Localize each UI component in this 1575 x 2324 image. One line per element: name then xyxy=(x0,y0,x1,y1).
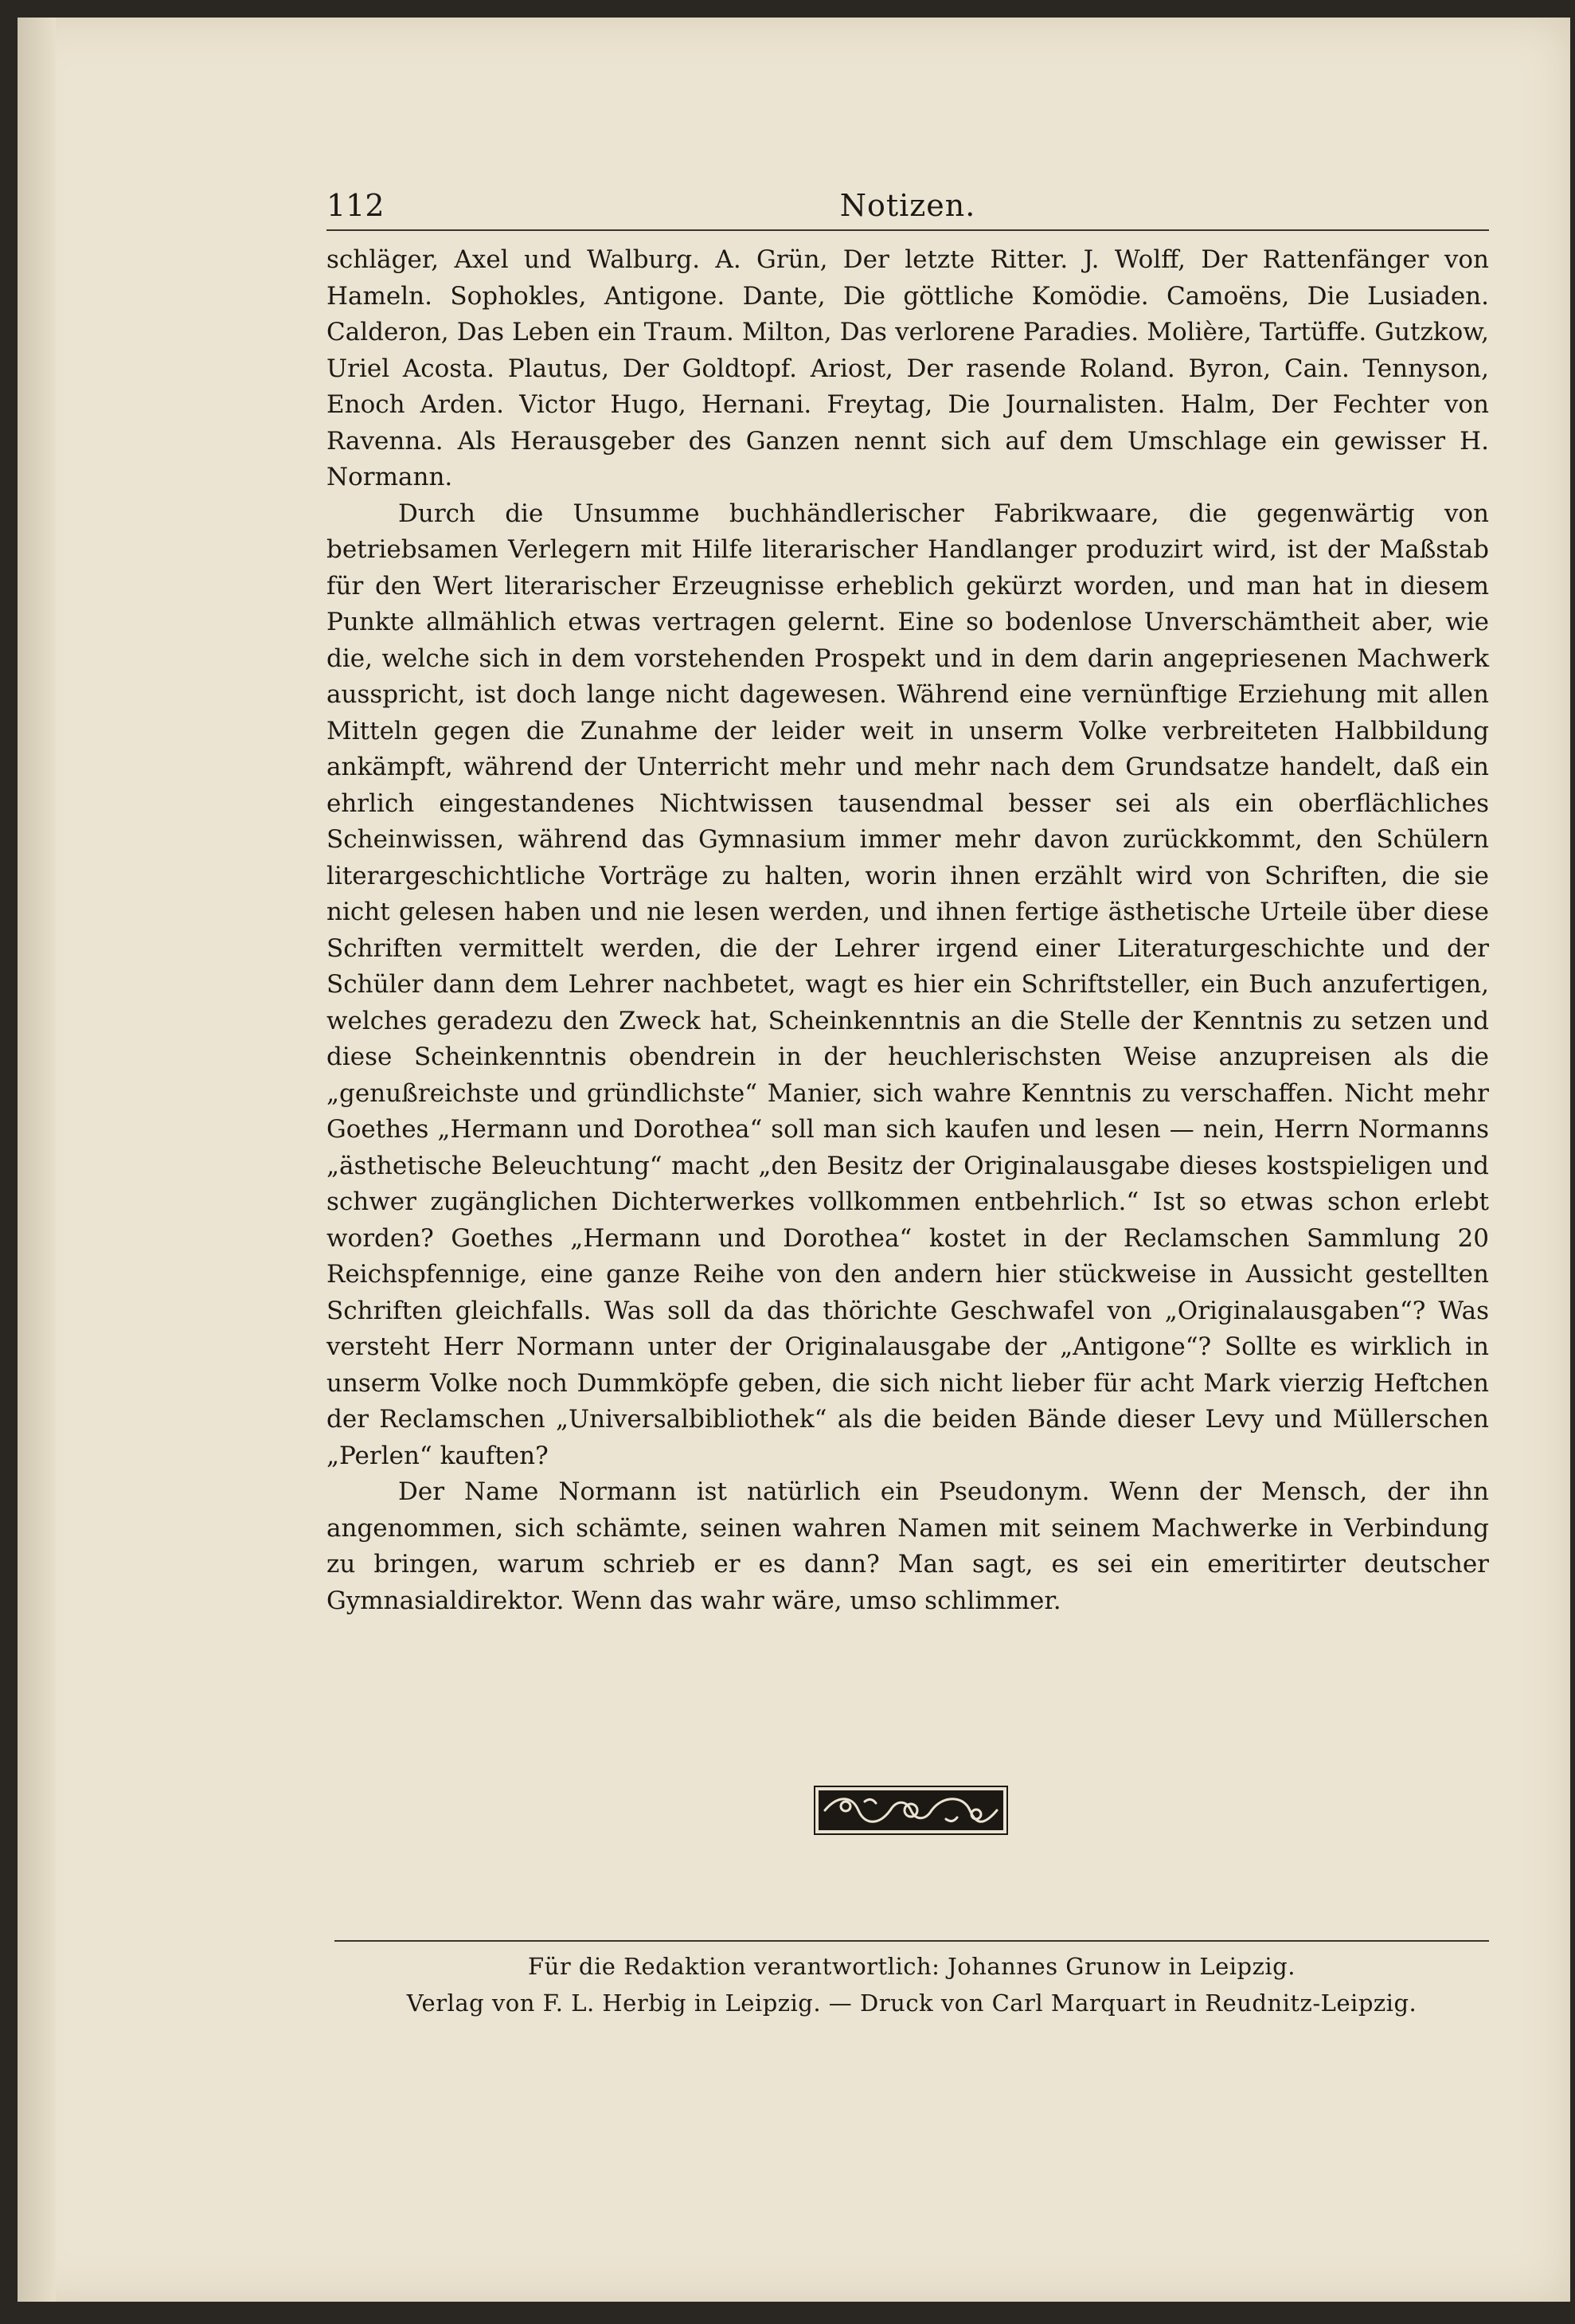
floral-vignette-icon xyxy=(814,1786,1008,1835)
page-content xyxy=(326,183,1489,1619)
paragraph-3: Der Name Normann ist natürlich ein Pseudonym. Wenn der Mensch, der ihn angenommen, sich schämte, seinen wahren Namen mit seinem Machwerke in Verbindung zu bringen, warum schrieb er es dann? Man sagt, es sei ein emeritirter deutscher Gymnasialdirektor. Wenn das wahr wäre, umso schlimmer. xyxy=(326,1477,1489,1615)
publisher-imprint: Verlag von F. L. Herbig in Leipzig. — Druck von Carl Marquart in Reudnitz-Leipzig. xyxy=(406,1989,1417,2017)
page-number: 112 xyxy=(326,188,385,223)
editor-imprint: Für die Redaktion verantwortlich: Johannes Grunow in Leipzig. xyxy=(528,1953,1296,1980)
paragraph-1: schläger, Axel und Walburg. A. Grün, Der letzte Ritter. J. Wolff, Der Rattenfänger von Hameln. Sophokles, Antigone. Dante, Die göttliche Komödie. Camoëns, Die Lusiaden. Calderon, Das Leben ein Traum. Milton, Das verlorene Paradies. Molière, Tartüffe. Gutzkow, Uriel Acosta. Plautus, Der Goldtopf. Ariost, Der rasende Roland. Byron, Cain. Tennyson, Enoch Arden. Victor Hugo, Hernani. Freytag, Die Journalisten. Halm, Der Fechter von Ravenna. Als Herausgeber des Ganzen nennt sich auf dem Umschlage ein gewisser H. Normann. xyxy=(326,245,1489,491)
footer-rule xyxy=(334,1940,1489,1942)
paragraph-2: Durch die Unsumme buchhändlerischer Fabrikwaare, die gegenwärtig von betriebsamen Verlegern mit Hilfe literarischer Handlanger produzirt wird, ist der Maßstab für den Wert literarischer Erzeugnisse erheblich gekürzt worden, und man hat in diesem Punkte allmählich etwas vertragen gelernt. Eine so bodenlose Unverschämtheit aber, wie die, welche sich in dem vorstehenden Prospekt und in dem darin angepriesenen Machwerk ausspricht, ist doch lange nicht dagewesen. Während eine vernünftige Erziehung mit allen Mitteln gegen die Zunahme der leider weit in unserm Volke verbreiteten Halbbildung ankämpft, während der Unterricht mehr und mehr nach dem Grundsatze handelt, daß ein ehrlich eingestandenes Nichtwissen tausendmal besser sei als ein oberflächliches Scheinwissen, während das Gymnasium immer mehr davon zurückkommt, den Schülern literargeschichtliche Vorträge zu halten, worin ihnen erzählt wird von Schriften, die sie nicht gelesen haben und nie lesen werden, und ihnen fertige ästhetische Urteile über diese Schriften vermittelt werden, die der Lehrer irgend einer Literaturgeschichte und der Schüler dann dem Lehrer nachbetet, wagt es hier ein Schriftsteller, ein Buch anzufertigen, welches geradezu den Zweck hat, Scheinkenntnis an die Stelle der Kenntnis zu setzen und diese Scheinkenntnis obendrein in der heuchlerischsten Weise anzupreisen als die „genußreichste und gründlichste“ Manier, sich wahre Kenntnis zu verschaffen. Nicht mehr Goethes „Hermann und Dorothea“ soll man sich kaufen und lesen — nein, Herrn Normanns „ästhetische Beleuchtung“ macht „den Besitz der Originalausgabe dieses kostspieligen und schwer zugänglichen Dichterwerkes vollkommen entbehrlich.“ Ist so etwas schon erlebt worden? Goethes „Hermann und Dorothea“ kostet in der Reclamschen Sammlung 20 Reichspfennige, eine ganze Reihe von den andern hier stückweise in Aussicht gestellten Schriften gleichfalls. Was soll da das thörichte Geschwafel von „Originalausgaben“? Was versteht Herr Normann unter der Originalausgabe der „Antigone“? Sollte es wirklich in unserm Volke noch Dummköpfe geben, die sich nicht lieber für acht Mark vierzig Heftchen der Reclamschen „Universalbibliothek“ als die beiden Bände dieser Levy und Müllerschen „Perlen“ kauften? xyxy=(326,499,1489,1470)
article-body xyxy=(326,242,1489,1619)
page-binding-edge xyxy=(18,18,56,2302)
running-header xyxy=(326,183,1489,231)
running-title: Notizen. xyxy=(839,188,976,223)
